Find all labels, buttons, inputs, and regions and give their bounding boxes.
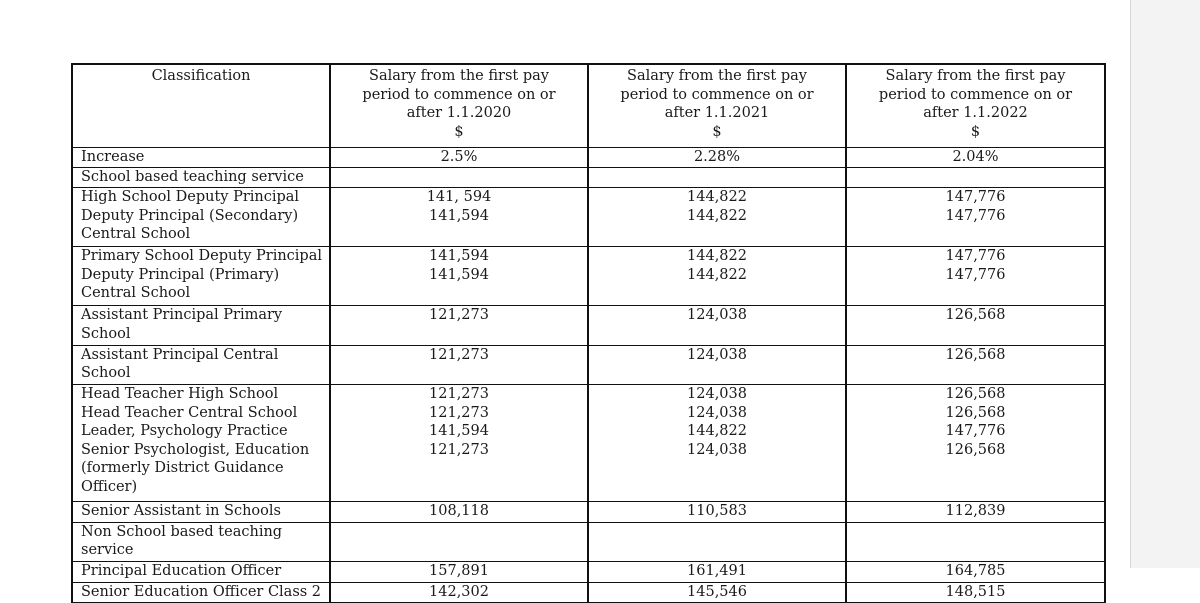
salary-value: 141, 594 (426, 189, 492, 206)
classification-line: Primary School Deputy Principal (81, 248, 322, 265)
salary-value: 121,273 (429, 346, 489, 363)
salary-cell (846, 247, 1105, 306)
classification-line: Increase (81, 148, 145, 165)
salary-cell (846, 502, 1105, 522)
salary-cell (330, 582, 588, 602)
header-line: $ (970, 123, 981, 140)
classification-line: Assistant Principal Central (81, 346, 279, 363)
salary-value: 121,273 (429, 307, 489, 324)
salary-value: 141,594 (429, 423, 489, 440)
classification-cell (72, 582, 330, 602)
table-row (72, 582, 1105, 602)
table-row (72, 306, 1105, 346)
table-row (72, 188, 1105, 247)
table-row (72, 562, 1105, 582)
classification-line: Central School (81, 226, 191, 243)
salary-cell (330, 247, 588, 306)
salary-value: 144,822 (687, 189, 747, 206)
salary-cell (588, 345, 846, 385)
salary-cell (588, 502, 846, 522)
classification-line: Deputy Principal (Primary) (81, 266, 280, 283)
table-row (72, 345, 1105, 385)
salary-value: 112,839 (945, 503, 1006, 520)
column-header-salary-2 (588, 64, 846, 147)
classification-line: Senior Assistant in Schools (81, 503, 281, 520)
header-line: after 1.1.2021 (664, 105, 770, 121)
salary-value: 144,822 (687, 207, 747, 224)
salary-value: 147,776 (945, 207, 1006, 224)
salary-value: 126,568 (945, 404, 1006, 421)
classification-line: Senior Education Officer Class 2 (81, 583, 322, 600)
salary-cell (846, 306, 1105, 346)
salary-cell (588, 522, 846, 562)
salary-cell (588, 167, 846, 187)
salary-value: 141,594 (429, 207, 489, 224)
column-header-salary-3 (846, 64, 1105, 147)
salary-value: 110,583 (687, 503, 747, 520)
table-row (72, 147, 1105, 167)
salary-cell (846, 188, 1105, 247)
salary-value: 124,038 (687, 307, 747, 324)
salary-cell (330, 147, 588, 167)
header-line: $ (454, 123, 464, 140)
salary-cell (846, 522, 1105, 562)
column-header-salary-1 (330, 64, 588, 147)
salary-value: 144,822 (687, 423, 747, 440)
header-line: Salary from the first pay (369, 68, 549, 84)
salary-value: 126,568 (945, 346, 1006, 363)
salary-cell (588, 188, 846, 247)
table-row (72, 385, 1105, 502)
table-row (72, 502, 1105, 522)
header-line: period to commence on or (878, 86, 1073, 103)
column-header-classification: Classification (72, 64, 330, 147)
salary-cell (846, 385, 1105, 502)
salary-value: 147,776 (945, 266, 1006, 283)
salary-value: 108,118 (429, 503, 489, 520)
classification-cell (72, 306, 330, 346)
salary-cell (330, 385, 588, 502)
salary-cell (330, 522, 588, 562)
classification-line: School (81, 365, 131, 382)
header-line: period to commence on or (620, 86, 814, 103)
salary-value: 121,273 (429, 386, 489, 403)
table-row (72, 522, 1105, 562)
salary-value: 157,891 (429, 563, 489, 580)
salary-value: 148,515 (945, 583, 1006, 600)
classification-line: Senior Psychologist, Education (81, 441, 310, 458)
classification-cell (72, 562, 330, 582)
salary-value: 124,038 (687, 404, 747, 421)
salary-cell (330, 306, 588, 346)
salary-value: 141,594 (429, 266, 489, 283)
salary-value: 2.5% (440, 148, 478, 165)
salary-value: 124,038 (687, 441, 747, 458)
classification-cell (72, 345, 330, 385)
header-line: $ (712, 123, 722, 140)
salary-cell (588, 582, 846, 602)
classification-cell (72, 502, 330, 522)
salary-value: 145,546 (687, 583, 747, 600)
classification-line: Head Teacher Central School (81, 404, 298, 421)
salary-cell (330, 167, 588, 187)
classification-cell (72, 522, 330, 562)
salary-value: 144,822 (687, 266, 747, 283)
classification-line: Assistant Principal Primary (81, 307, 283, 324)
classification-line: Non School based teaching (81, 523, 283, 540)
salary-value: 141,594 (429, 248, 489, 265)
salary-value: 144,822 (687, 248, 747, 265)
salary-value: 147,776 (945, 423, 1006, 440)
salary-cell (330, 188, 588, 247)
classification-line: Officer) (81, 478, 138, 495)
salary-cell (846, 147, 1105, 167)
classification-cell (72, 247, 330, 306)
classification-line: service (81, 542, 134, 559)
salary-cell (588, 385, 846, 502)
salary-value: 147,776 (945, 189, 1006, 206)
header-line: after 1.1.2022 (923, 105, 1028, 121)
salary-value: 126,568 (945, 386, 1006, 403)
salary-value: 2.04% (952, 148, 999, 165)
classification-cell (72, 385, 330, 502)
salary-value: 2.28% (693, 148, 741, 165)
salary-value: 164,785 (945, 563, 1006, 580)
header-line: Salary from the first pay (627, 68, 807, 84)
header-row (72, 64, 1105, 147)
salary-cell (846, 562, 1105, 582)
salary-value: 147,776 (945, 248, 1006, 265)
salary-cell (588, 247, 846, 306)
salary-cell (846, 345, 1105, 385)
salary-cell (330, 562, 588, 582)
table-body (72, 147, 1105, 603)
classification-line: Principal Education Officer (81, 563, 282, 580)
classification-line: Leader, Psychology Practice (81, 423, 288, 440)
salary-cell (846, 582, 1105, 602)
header-line: after 1.1.2020 (406, 105, 512, 121)
classification-cell (72, 147, 330, 167)
table-row (72, 167, 1105, 187)
salary-cell (588, 147, 846, 167)
salary-value: 126,568 (945, 441, 1006, 458)
classification-cell (72, 167, 330, 187)
header-line: Salary from the first pay (885, 68, 1066, 84)
classification-line: School based teaching service (81, 168, 304, 185)
salary-cell (588, 306, 846, 346)
salary-cell (846, 167, 1105, 187)
salary-value: 126,568 (945, 307, 1006, 324)
classification-line: School (81, 325, 131, 342)
salary-value: 161,491 (687, 563, 747, 580)
classification-line: Central School (81, 285, 191, 302)
salary-cell (588, 562, 846, 582)
salary-value: 142,302 (429, 583, 489, 600)
salary-value: 124,038 (687, 346, 747, 363)
salary-value: 121,273 (429, 404, 489, 421)
salary-table (71, 63, 1106, 603)
classification-line: High School Deputy Principal (81, 189, 300, 206)
classification-cell (72, 188, 330, 247)
table-row (72, 247, 1105, 306)
header-line: period to commence on or (362, 86, 556, 103)
salary-cell (330, 345, 588, 385)
classification-line: Deputy Principal (Secondary) (81, 207, 299, 224)
salary-cell (330, 502, 588, 522)
viewer-background (1130, 0, 1200, 568)
salary-value: 124,038 (687, 386, 747, 403)
salary-value: 121,273 (429, 441, 489, 458)
classification-line: Head Teacher High School (81, 386, 279, 403)
classification-line: (formerly District Guidance (81, 460, 284, 477)
